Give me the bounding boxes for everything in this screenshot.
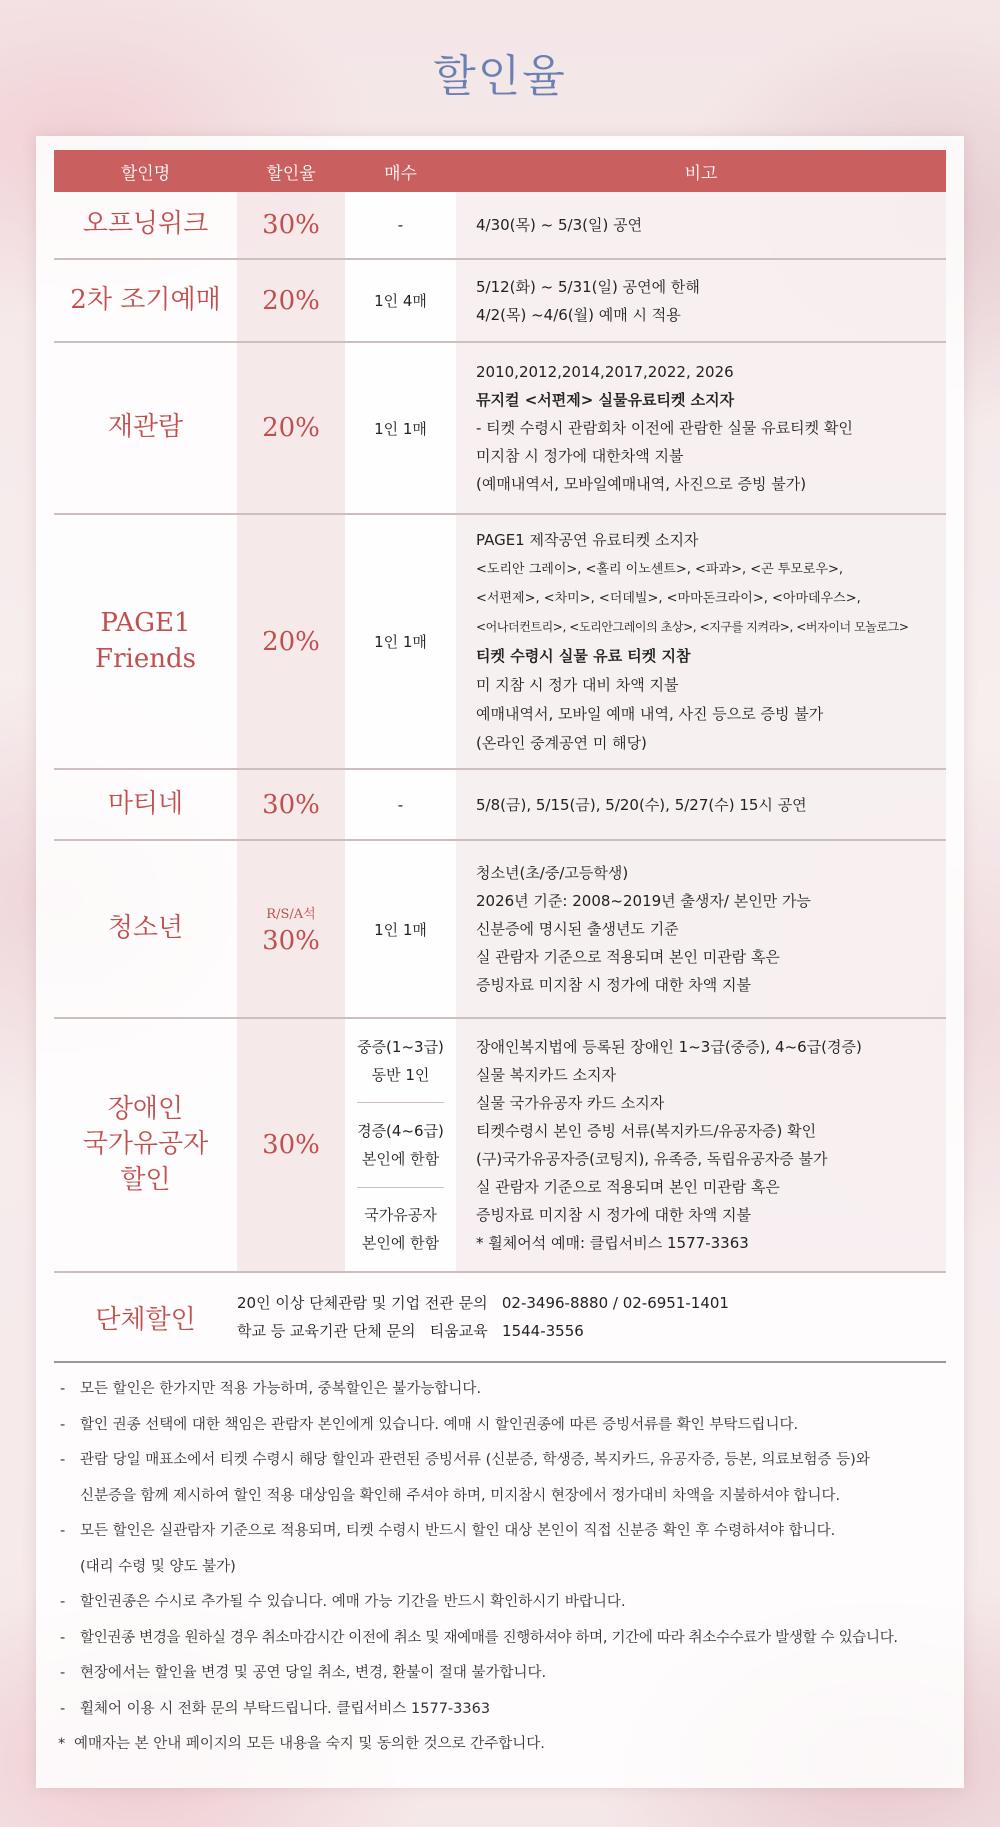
notice-item: - 모든 할인은 실관람자 기준으로 적용되며, 티켓 수령시 반드시 할인 대상 본인이 직접 신분증 확인 후 수령하셔야 합니다. <box>60 1523 836 1539</box>
notice-item: - 모든 할인은 한가지만 적용 가능하며, 중복할인은 불가능합니다. <box>60 1381 482 1397</box>
discount-rate: 30% <box>262 1130 320 1160</box>
notice-item: - 관람 당일 매표소에서 티켓 수령시 해당 할인과 관련된 증빙서류 (신분증, 학생증, 복지카드, 유공자증, 등본, 의료보험증 등)와 <box>60 1452 870 1468</box>
table-header <box>54 150 946 192</box>
discount-rate: 20% <box>262 626 320 657</box>
remarks: 청소년(초/중/고등학생) 2026년 기준: 2008~2019년 출생자/ 본인만 가능 신분증에 명시된 출생년도 기준 실 관람자 기준으로 적용되며 본인 미관람 혹은 증빙자료 미지참 시 정가에 대한 차액 지불 <box>456 841 946 1017</box>
notice-item-continued: (대리 수령 및 양도 불가) <box>80 1558 236 1575</box>
discount-rate: 20% <box>262 285 320 316</box>
ticket-count: 중증(1~3급) 동반 1인 <box>357 1019 444 1103</box>
page-title: 할인율 <box>433 51 567 102</box>
notice-item: - 할인권종 변경을 원하실 경우 취소마감시간 이전에 취소 및 재예매를 진행하셔야 하며, 기간에 따라 취소수수료가 발생할 수 있습니다. <box>60 1629 898 1646</box>
discount-name: PAGE1 Friends <box>95 608 196 674</box>
notice-item: - 할인 권종 선택에 대한 책임은 관람자 본인에게 있습니다. 예매 시 할인권종에 따른 증빙서류를 확인 부탁드립니다. <box>60 1416 799 1433</box>
notice-item: - 현장에서는 할인율 변경 및 공연 당일 취소, 변경, 환불이 절대 불가합니다. <box>60 1665 547 1681</box>
discount-rate: 30% <box>262 210 320 240</box>
discount-name: 장애인 국가유공자 할인 <box>82 1094 209 1195</box>
ticket-count: 경증(4~6급) 본인에 한함 <box>357 1103 444 1187</box>
remarks: 2010,2012,2014,2017,2022, 2026 뮤지컬 <서편제> 실물유료티켓 소지자 - 티켓 수령시 관람회차 이전에 관람한 실물 유료티켓 확인 미지참 시 정가에 대한차액 지불 (예매내역서, 모바일예매내역, 사진으로 증빙 불가) <box>456 343 946 513</box>
notice-footnote: * 예매자는 본 안내 페이지의 모든 내용을 숙지 및 동의한 것으로 간주합니다. <box>58 1736 545 1752</box>
ticket-count: 1인 1매 <box>345 343 456 513</box>
rate-prefix: R/S/A석 <box>266 906 316 922</box>
header-rate: 할인율 <box>266 163 316 184</box>
discount-name: 단체할인 <box>95 1304 196 1335</box>
header-name: 할인명 <box>120 163 171 184</box>
discount-rate: 30% <box>262 789 320 820</box>
remarks: PAGE1 제작공연 유료티켓 소지자 <도리안 그레이>, <홀리 이노센트>, <파과>, <곤 투모로우>, <서편제>, <차미>, <더데빌>, <마마돈크라이>, <아마데우스>, <어나더컨트리>, <도리안그레이의 초상>, <지구를 지켜라>, <버자이너 모놀로그> 티켓 수령시 실물 유료 티켓 지참 미 지참 시 정가 대비 차액 지불 예매내역서, 모바일 예매 내역, 사진 등으로 증빙 불가 (온라인 중계공연 미 해당) <box>456 515 946 768</box>
table-row <box>54 192 946 260</box>
table-row <box>54 260 946 343</box>
table-row <box>54 770 946 841</box>
discount-name: 2차 조기예매 <box>70 284 221 315</box>
group-contact: 20인 이상 단체관람 및 기업 전관 문의 02-3496-8880 / 02-6951-1401 학교 등 교육기관 단체 문의 티움교육 1544-3556 <box>237 1294 729 1340</box>
ticket-count: 1인 4매 <box>345 260 456 341</box>
discount-rate: 20% <box>262 413 320 443</box>
remarks: 4/30(목) ~ 5/3(일) 공연 <box>456 192 946 258</box>
table-row <box>54 841 946 1019</box>
table-row <box>54 1019 946 1273</box>
discount-table <box>54 150 946 1363</box>
discount-rate: 30% <box>262 925 320 956</box>
discount-panel <box>36 136 964 1788</box>
notice-list <box>56 1372 946 1763</box>
remarks: 5/12(화) ~ 5/31(일) 공연에 한해 4/2(목) ~4/6(월) 예매 시 적용 <box>456 260 946 341</box>
notice-item: - 할인권종은 수시로 추가될 수 있습니다. 예매 가능 기간을 반드시 확인하시기 바랍니다. <box>60 1594 626 1610</box>
header-count: 매수 <box>384 163 417 184</box>
group-discount-row <box>54 1273 946 1363</box>
ticket-count: - <box>345 770 456 839</box>
ticket-count-group <box>345 1019 456 1271</box>
ticket-count: 1인 1매 <box>345 515 456 768</box>
header-remarks: 비고 <box>684 163 718 184</box>
ticket-count: - <box>345 192 456 258</box>
remarks: 5/8(금), 5/15(금), 5/20(수), 5/27(수) 15시 공연 <box>456 770 946 839</box>
table-row <box>54 515 946 770</box>
notice-item-continued: 신분증을 함께 제시하여 할인 적용 대상임을 확인해 주셔야 하며, 미지참시 현장에서 정가대비 차액을 지불하셔야 합니다. <box>80 1487 841 1504</box>
discount-name: 오프닝위크 <box>82 209 209 240</box>
discount-name: 재관람 <box>107 412 184 443</box>
notice-item: - 휠체어 이용 시 전화 문의 부탁드립니다. 클립서비스 1577-3363 <box>60 1700 491 1717</box>
discount-name: 마티네 <box>107 788 184 819</box>
table-row <box>54 343 946 515</box>
ticket-count: 1인 1매 <box>345 841 456 1017</box>
ticket-count: 국가유공자 본인에 한함 <box>361 1206 440 1253</box>
remarks: 장애인복지법에 등록된 장애인 1~3급(중증), 4~6급(경증) 실물 복지카드 소지자 실물 국가유공자 카드 소지자 티켓수령시 본인 증빙 서류(복지카드/유공자증) 확인 (구)국가유공자증(코팅지), 유족증, 독립유공자증 불가 실 관람자 기준으로 적용되며 본인 미관람 혹은 증빙자료 미지참 시 정가에 대한 차액 지불 * 휠체어석 예매: 클립서비스 1577-3363 <box>456 1019 946 1271</box>
discount-name: 청소년 <box>107 913 184 944</box>
